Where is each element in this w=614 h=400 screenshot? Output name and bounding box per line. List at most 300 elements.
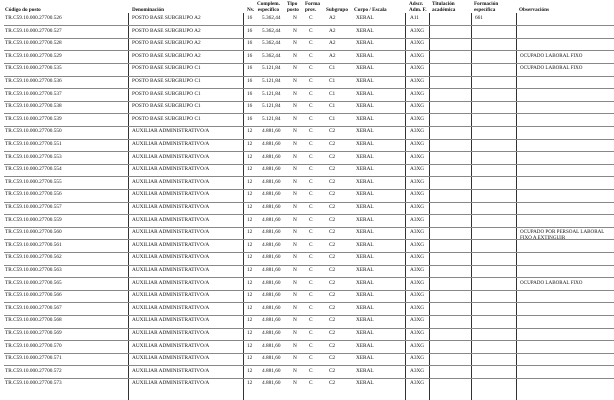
cell-complemento: 4.881,60 [262,292,281,299]
cell-denominacion: POSTO BASE SUBGRUPO C1 [132,90,201,97]
cell-forma: C [309,355,313,362]
cell-denominacion: AUXILIAR ADMINISTRATIVO/A [132,355,210,362]
table-row [0,215,614,227]
cell-adscr: A3XG [410,342,425,349]
cell-formacion: 661 [475,15,483,21]
cell-subgrupo: C2 [329,304,336,311]
row-divider [4,290,614,291]
cell-complemento: 4.881,60 [262,178,281,185]
cell-adscr: A3XG [410,128,425,135]
cell-corpo: XERAL [356,128,374,135]
cell-nivel: 16 [247,52,253,59]
cell-adscr: A3XG [410,103,425,110]
cell-adscr: A3XG [410,166,425,173]
row-divider [4,38,614,39]
cell-observacions: OCUPADO POR PERSOAL LABORAL FIXO A EXTINGUIR [520,229,605,242]
cell-codigo: TR.C59.10.000.27700.550 [5,128,62,135]
cell-denominacion: POSTO BASE SUBGRUPO A2 [132,52,201,59]
cell-nivel: 12 [247,304,253,311]
cell-codigo: TR.C59.10.000.27700.560 [5,229,62,236]
cell-denominacion: AUXILIAR ADMINISTRATIVO/A [132,380,210,387]
cell-nivel: 12 [247,380,253,387]
cell-complemento: 4.881,60 [262,191,281,198]
row-divider [4,63,614,64]
cell-tipo: N [293,141,297,147]
cell-adscr: A3XG [410,115,425,122]
cell-tipo: N [293,292,297,299]
cell-forma: C [309,40,313,47]
cell-codigo: TR.C59.10.000.27700.536 [5,78,62,84]
cell-codigo: TR.C59.10.000.27700.571 [5,355,62,362]
cell-tipo: N [293,216,297,223]
cell-observacions: OCUPADO LABORAL FIXO [520,65,583,72]
cell-nivel: 12 [247,241,253,248]
cell-adscr: A3XG [410,40,425,47]
cell-forma: C [309,128,313,135]
row-divider [4,76,614,77]
cell-corpo: XERAL [356,191,374,198]
cell-complemento: 5.121,84 [262,78,281,84]
header-complemento-line2: específico [257,7,280,13]
cell-codigo: TR.C59.10.000.27700.572 [5,367,62,374]
table-row [0,63,614,75]
cell-tipo: N [293,166,297,173]
row-divider [4,227,614,228]
cell-forma: C [309,241,313,248]
cell-denominacion: POSTO BASE SUBGRUPO A2 [132,15,201,21]
cell-nivel: 12 [247,254,253,261]
cell-complemento: 4.881,60 [262,241,281,248]
cell-codigo: TR.C59.10.000.27700.562 [5,254,62,261]
cell-forma: C [309,254,313,261]
cell-codigo: TR.C59.10.000.27700.556 [5,191,62,198]
cell-codigo: TR.C59.10.000.27700.551 [5,141,62,147]
cell-complemento: 4.881,60 [262,355,281,362]
row-divider [4,113,614,114]
cell-complemento: 4.881,60 [262,141,281,147]
cell-denominacion: AUXILIAR ADMINISTRATIVO/A [132,166,210,173]
cell-subgrupo: C2 [329,355,336,362]
cell-complemento: 4.881,60 [262,380,281,387]
row-divider [4,25,614,26]
cell-forma: C [309,166,313,173]
cell-complemento: 5.362,44 [262,52,281,59]
header-observacions: Observacións [519,7,549,13]
cell-denominacion: AUXILIAR ADMINISTRATIVO/A [132,153,210,160]
cell-forma: C [309,115,313,122]
cell-denominacion: AUXILIAR ADMINISTRATIVO/A [132,141,210,147]
cell-forma: C [309,317,313,324]
row-divider [4,365,614,366]
cell-adscr: A3XG [410,304,425,311]
cell-subgrupo: C2 [329,292,336,299]
cell-subgrupo: C2 [329,342,336,349]
cell-forma: C [309,279,313,286]
cell-subgrupo: A2 [329,15,336,21]
cell-adscr: A3XG [410,279,425,286]
cell-nivel: 12 [247,342,253,349]
table-row [0,202,614,214]
table-row [0,303,614,315]
table-row [0,353,614,365]
table-row [0,13,614,25]
cell-codigo: TR.C59.10.000.27700.553 [5,153,62,160]
table-row [0,290,614,302]
column-divider [516,13,517,400]
cell-codigo: TR.C59.10.000.27700.561 [5,241,62,248]
cell-denominacion: AUXILIAR ADMINISTRATIVO/A [132,204,210,210]
cell-complemento: 5.362,44 [262,27,281,34]
cell-subgrupo: C2 [329,367,336,374]
header-corpo: Corpo / Escala [354,7,387,13]
row-divider [4,151,614,152]
cell-subgrupo: C2 [329,267,336,273]
cell-tipo: N [293,65,297,72]
row-divider [4,252,614,253]
header-tipo [287,1,299,13]
cell-denominacion: AUXILIAR ADMINISTRATIVO/A [132,216,210,223]
cell-tipo: N [293,52,297,59]
cell-forma: C [309,216,313,223]
cell-adscr: A3XG [410,153,425,160]
cell-subgrupo: A2 [329,52,336,59]
cell-codigo: TR.C59.10.000.27700.527 [5,27,62,34]
row-divider [4,176,614,177]
header-adscr-line1: Adscr. [409,1,424,7]
header-nivel: Nv. [247,7,255,13]
table-row [0,101,614,113]
cell-subgrupo: C1 [329,115,336,122]
cell-denominacion: AUXILIAR ADMINISTRATIVO/A [132,342,210,349]
cell-nivel: 12 [247,279,253,286]
cell-corpo: XERAL [356,292,374,299]
header-titulacion-line2: académica [432,7,456,13]
cell-subgrupo: C2 [329,330,336,336]
header-complemento [257,1,280,13]
row-divider [4,202,614,203]
cell-tipo: N [293,342,297,349]
cell-subgrupo: C2 [329,254,336,261]
cell-subgrupo: C2 [329,178,336,185]
cell-subgrupo: C2 [329,279,336,286]
cell-subgrupo: C2 [329,204,336,210]
cell-adscr: A3XG [410,216,425,223]
cell-nivel: 16 [247,40,253,47]
cell-complemento: 4.881,60 [262,342,281,349]
cell-adscr: A3XG [410,204,425,210]
cell-tipo: N [293,279,297,286]
header-codigo: Código do posto [5,7,41,13]
row-divider [4,214,614,215]
header-adscr-line2: Adm. F. [409,7,427,13]
cell-nivel: 16 [247,65,253,72]
cell-codigo: TR.C59.10.000.27700.535 [5,65,62,72]
cell-nivel: 12 [247,267,253,273]
cell-adscr: A3XG [410,267,425,273]
cell-complemento: 5.121,84 [262,103,281,110]
cell-forma: C [309,191,313,198]
cell-nivel: 16 [247,103,253,110]
cell-observacions: OCUPADO LABORAL FIXO [520,279,583,286]
cell-tipo: N [293,317,297,324]
cell-codigo: TR.C59.10.000.27700.559 [5,216,62,223]
cell-subgrupo: A2 [329,27,336,34]
cell-forma: C [309,52,313,59]
cell-denominacion: AUXILIAR ADMINISTRATIVO/A [132,178,210,185]
cell-complemento: 4.881,60 [262,153,281,160]
cell-adscr: A3XG [410,78,425,84]
cell-complemento: 4.881,60 [262,267,281,273]
cell-complemento: 4.881,60 [262,204,281,210]
cell-adscr: A3XG [410,367,425,374]
row-divider [4,353,614,354]
cell-nivel: 16 [247,115,253,122]
cell-corpo: XERAL [356,141,374,147]
cell-subgrupo: C1 [329,65,336,72]
table-row [0,51,614,63]
cell-complemento: 5.362,44 [262,40,281,47]
cell-tipo: N [293,204,297,210]
cell-tipo: N [293,267,297,273]
header-complemento-line1: Complem. [257,1,280,7]
cell-corpo: XERAL [356,267,374,273]
cell-adscr: A3XG [410,52,425,59]
cell-adscr: A3XG [410,330,425,336]
cell-corpo: XERAL [356,178,374,185]
cell-corpo: XERAL [356,317,374,324]
cell-complemento: 4.881,60 [262,317,281,324]
row-divider [4,101,614,102]
cell-forma: C [309,330,313,336]
row-divider [4,340,614,341]
column-divider [471,13,472,400]
row-divider [4,88,614,89]
cell-corpo: XERAL [356,103,374,110]
cell-codigo: TR.C59.10.000.27700.528 [5,40,62,47]
cell-forma: C [309,229,313,236]
cell-nivel: 12 [247,229,253,236]
cell-corpo: XERAL [356,27,374,34]
cell-nivel: 12 [247,204,253,210]
cell-subgrupo: C2 [329,191,336,198]
cell-complemento: 4.881,60 [262,166,281,173]
cell-codigo: TR.C59.10.000.27700.557 [5,204,62,210]
cell-tipo: N [293,27,297,34]
cell-forma: C [309,103,313,110]
cell-denominacion: POSTO BASE SUBGRUPO A2 [132,40,201,47]
cell-codigo: TR.C59.10.000.27700.529 [5,52,62,59]
cell-complemento: 4.881,60 [262,128,281,135]
header-forma-line1: Forma [305,1,320,7]
row-divider [4,126,614,127]
cell-tipo: N [293,103,297,110]
cell-corpo: XERAL [356,367,374,374]
cell-nivel: 16 [247,90,253,97]
cell-corpo: XERAL [356,115,374,122]
cell-denominacion: AUXILIAR ADMINISTRATIVO/A [132,279,210,286]
cell-denominacion: AUXILIAR ADMINISTRATIVO/A [132,330,210,336]
header-formacion [474,1,498,13]
cell-nivel: 12 [247,141,253,147]
cell-codigo: TR.C59.10.000.27700.566 [5,292,62,299]
header-tipo-line2: posto [287,7,299,13]
table-row [0,164,614,176]
row-divider [4,239,614,240]
cell-adscr: A3XG [410,241,425,248]
cell-tipo: N [293,241,297,248]
cell-denominacion: AUXILIAR ADMINISTRATIVO/A [132,304,210,311]
cell-codigo: TR.C59.10.000.27700.573 [5,380,62,387]
cell-tipo: N [293,78,297,84]
cell-adscr: A3XG [410,65,425,72]
cell-nivel: 12 [247,191,253,198]
cell-tipo: N [293,40,297,47]
cell-complemento: 5.121,84 [262,65,281,72]
cell-corpo: XERAL [356,355,374,362]
cell-nivel: 16 [247,27,253,34]
header-formacion-line1: Formación [474,1,499,7]
cell-corpo: XERAL [356,254,374,261]
header-subgrupo: Subgrupo [326,7,348,13]
header-formacion-line2: específica [474,7,496,13]
cell-denominacion: AUXILIAR ADMINISTRATIVO/A [132,254,210,261]
cell-corpo: XERAL [356,153,374,160]
row-divider [4,302,614,303]
cell-adscr: A3XG [410,292,425,299]
cell-subgrupo: C2 [329,128,336,135]
table-row [0,227,614,242]
table-row [0,328,614,340]
row-divider [4,265,614,266]
cell-codigo: TR.C59.10.000.27700.568 [5,317,62,324]
cell-tipo: N [293,191,297,198]
cell-nivel: 12 [247,153,253,160]
cell-nivel: 12 [247,178,253,185]
cell-corpo: XERAL [356,241,374,248]
cell-denominacion: POSTO BASE SUBGRUPO A2 [132,27,201,34]
cell-adscr: A3XG [410,90,425,97]
cell-corpo: XERAL [356,304,374,311]
cell-adscr: A3XG [410,27,425,34]
cell-nivel: 16 [247,15,253,21]
cell-forma: C [309,141,313,147]
cell-corpo: XERAL [356,204,374,210]
cell-codigo: TR.C59.10.000.27700.567 [5,304,62,311]
cell-subgrupo: C1 [329,103,336,110]
cell-denominacion: AUXILIAR ADMINISTRATIVO/A [132,367,210,374]
cell-corpo: XERAL [356,15,374,21]
cell-denominacion: AUXILIAR ADMINISTRATIVO/A [132,241,210,248]
cell-forma: C [309,90,313,97]
cell-forma: C [309,267,313,273]
row-divider [4,277,614,278]
cell-corpo: XERAL [356,380,374,387]
cell-forma: C [309,367,313,374]
table-row [0,265,614,277]
table-row [0,315,614,327]
cell-forma: C [309,380,313,387]
cell-corpo: XERAL [356,342,374,349]
cell-complemento: 4.881,60 [262,216,281,223]
cell-forma: C [309,292,313,299]
cell-forma: C [309,65,313,72]
cell-tipo: N [293,254,297,261]
row-divider [4,378,614,379]
cell-denominacion: AUXILIAR ADMINISTRATIVO/A [132,128,210,135]
table-row [0,26,614,38]
cell-forma: C [309,304,313,311]
cell-nivel: 12 [247,216,253,223]
cell-codigo: TR.C59.10.000.27700.538 [5,103,62,110]
column-divider [128,13,129,400]
cell-complemento: 5.362,44 [262,15,281,21]
cell-nivel: 16 [247,78,253,84]
cell-forma: C [309,204,313,210]
table-row [0,76,614,88]
cell-subgrupo: A2 [329,40,336,47]
cell-adscr: A3XG [410,317,425,324]
cell-corpo: XERAL [356,216,374,223]
cell-nivel: 12 [247,367,253,374]
header-titulacion [432,1,455,13]
column-divider [405,13,406,400]
table-row [0,252,614,264]
cell-complemento: 4.881,60 [262,367,281,374]
row-divider [4,189,614,190]
cell-denominacion: POSTO BASE SUBGRUPO C1 [132,78,201,84]
row-divider [4,315,614,316]
cell-tipo: N [293,380,297,387]
row-divider [4,328,614,329]
table-row [0,152,614,164]
header-denominacion: Denominación [132,7,164,13]
cell-complemento: 5.121,84 [262,115,281,122]
cell-codigo: TR.C59.10.000.27700.539 [5,115,62,122]
table-row [0,126,614,138]
cell-codigo: TR.C59.10.000.27700.526 [5,15,62,21]
cell-tipo: N [293,178,297,185]
table-row [0,189,614,201]
cell-tipo: N [293,90,297,97]
cell-adscr: A3XG [410,380,425,387]
cell-adscr: A3XG [410,229,425,236]
cell-nivel: 12 [247,128,253,135]
cell-denominacion: AUXILIAR ADMINISTRATIVO/A [132,191,210,198]
cell-tipo: N [293,229,297,236]
cell-codigo: TR.C59.10.000.27700.554 [5,166,62,173]
table-row [0,114,614,126]
cell-nivel: 12 [247,317,253,324]
cell-denominacion: AUXILIAR ADMINISTRATIVO/A [132,267,210,273]
cell-codigo: TR.C59.10.000.27700.569 [5,330,62,336]
cell-codigo: TR.C59.10.000.27700.570 [5,342,62,349]
cell-complemento: 4.881,60 [262,254,281,261]
row-divider [4,50,614,51]
cell-nivel: 12 [247,355,253,362]
column-divider [243,13,244,400]
table-row [0,89,614,101]
cell-subgrupo: C1 [329,90,336,97]
cell-codigo: TR.C59.10.000.27700.565 [5,279,62,286]
header-tipo-line1: Tipo [287,1,298,7]
cell-nivel: 12 [247,330,253,336]
column-divider [429,13,430,400]
cell-subgrupo: C1 [329,78,336,84]
cell-codigo: TR.C59.10.000.27700.563 [5,267,62,273]
cell-complemento: 4.881,60 [262,279,281,286]
cell-forma: C [309,78,313,84]
cell-denominacion: POSTO BASE SUBGRUPO C1 [132,103,201,110]
